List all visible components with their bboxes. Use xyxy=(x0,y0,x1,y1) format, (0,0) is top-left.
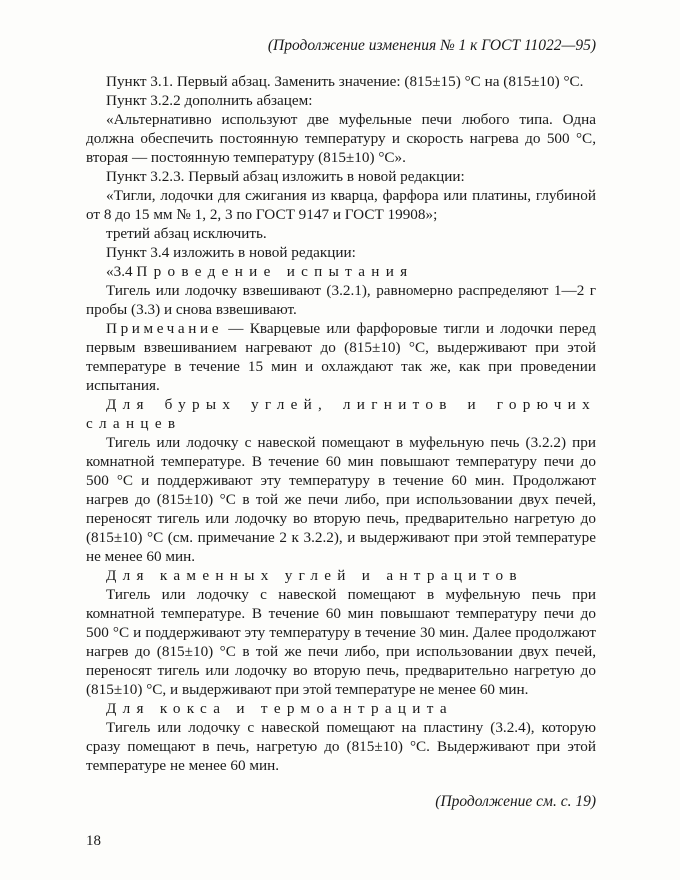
paragraph: Пункт 3.4 изложить в новой редакции: xyxy=(106,244,356,261)
page-number: 18 xyxy=(86,833,101,849)
subheading-hard-coal: Для каменных углей и антрацитов xyxy=(106,567,523,584)
paragraph: Тигель или лодочку с навеской помещают в муфельную печь (3.2.2) при комнатной температуре. В течение 60 мин повышают температуру печи до 500 °С и поддерживают эту температуру в течение 60 мин. Продолжают нагрев до (815±10) °С в той же печи либо, при использовании двух печей, переносят тигель или лодочку во вторую печь, предварительно нагретую до (815±10) °С (см. примечание 2 к 3.2.2), и выдерживают при этой температуре не менее 60 мин. xyxy=(86,434,596,565)
note xyxy=(86,319,596,395)
paragraph: Пункт 3.2.2 дополнить абзацем: xyxy=(106,92,313,109)
paragraph: третий абзац исключить. xyxy=(106,225,267,242)
continuation-note: (Продолжение см. с. 19) xyxy=(435,793,596,810)
section-heading xyxy=(86,262,596,281)
section-number: «3.4 xyxy=(106,263,137,280)
subheading-coke: Для кокса и термоантрацита xyxy=(106,700,453,717)
paragraph: Тигель или лодочку с навеской помещают на пластину (3.2.4), которую сразу помещают в печь, нагретую до (815±10) °С. Выдерживают при этой температуре не менее 60 мин. xyxy=(86,719,596,774)
paragraph: Тигель или лодочку взвешивают (3.2.1), равномерно распределяют 1—2 г пробы (3.3) и снова взвешивают. xyxy=(86,282,596,318)
subheading-brown-coal: Для бурых углей, лигнитов и горючих сланцев xyxy=(86,396,596,432)
note-label: Примечание xyxy=(106,320,223,337)
paragraph: «Альтернативно используют две муфельные печи любого типа. Одна должна обеспечить постоянную температуру и скорость нагрева до 500 °С, вторая — постоянную температуру (815±10) °С». xyxy=(86,111,596,166)
section-title: Проведение испытания xyxy=(136,263,414,280)
paragraph: Пункт 3.1. Первый абзац. Заменить значение: (815±15) °С на (815±10) °С. xyxy=(106,73,584,90)
document-body xyxy=(86,72,596,775)
note-text: — Кварцевые или фарфоровые тигли и лодочки перед первым взвешиванием нагревают до (815±10) °С, выдерживают при этой температуре в течение 15 мин и охлаждают так же, как при проведении испытания. xyxy=(86,320,596,394)
page-header: (Продолжение изменения № 1 к ГОСТ 11022—95) xyxy=(267,37,596,54)
paragraph: Пункт 3.2.3. Первый абзац изложить в новой редакции: xyxy=(106,168,465,185)
paragraph: Тигель или лодочку с навеской помещают в муфельную печь при комнатной температуре. В течение 60 мин повышают температуру печи до 500 °С и поддерживают эту температуру в течение 30 мин. Далее продолжают нагрев до (815±10) °С в той же печи либо, при использовании двух печей, переносят тигель или лодочку во вторую печь, предварительно нагретую до (815±10) °С, и выдерживают при этой температуре не менее 60 мин. xyxy=(86,586,596,698)
paragraph: «Тигли, лодочки для сжигания из кварца, фарфора или платины, глубиной от 8 до 15 мм № 1, 2, 3 по ГОСТ 9147 и ГОСТ 19908»; xyxy=(86,187,596,223)
